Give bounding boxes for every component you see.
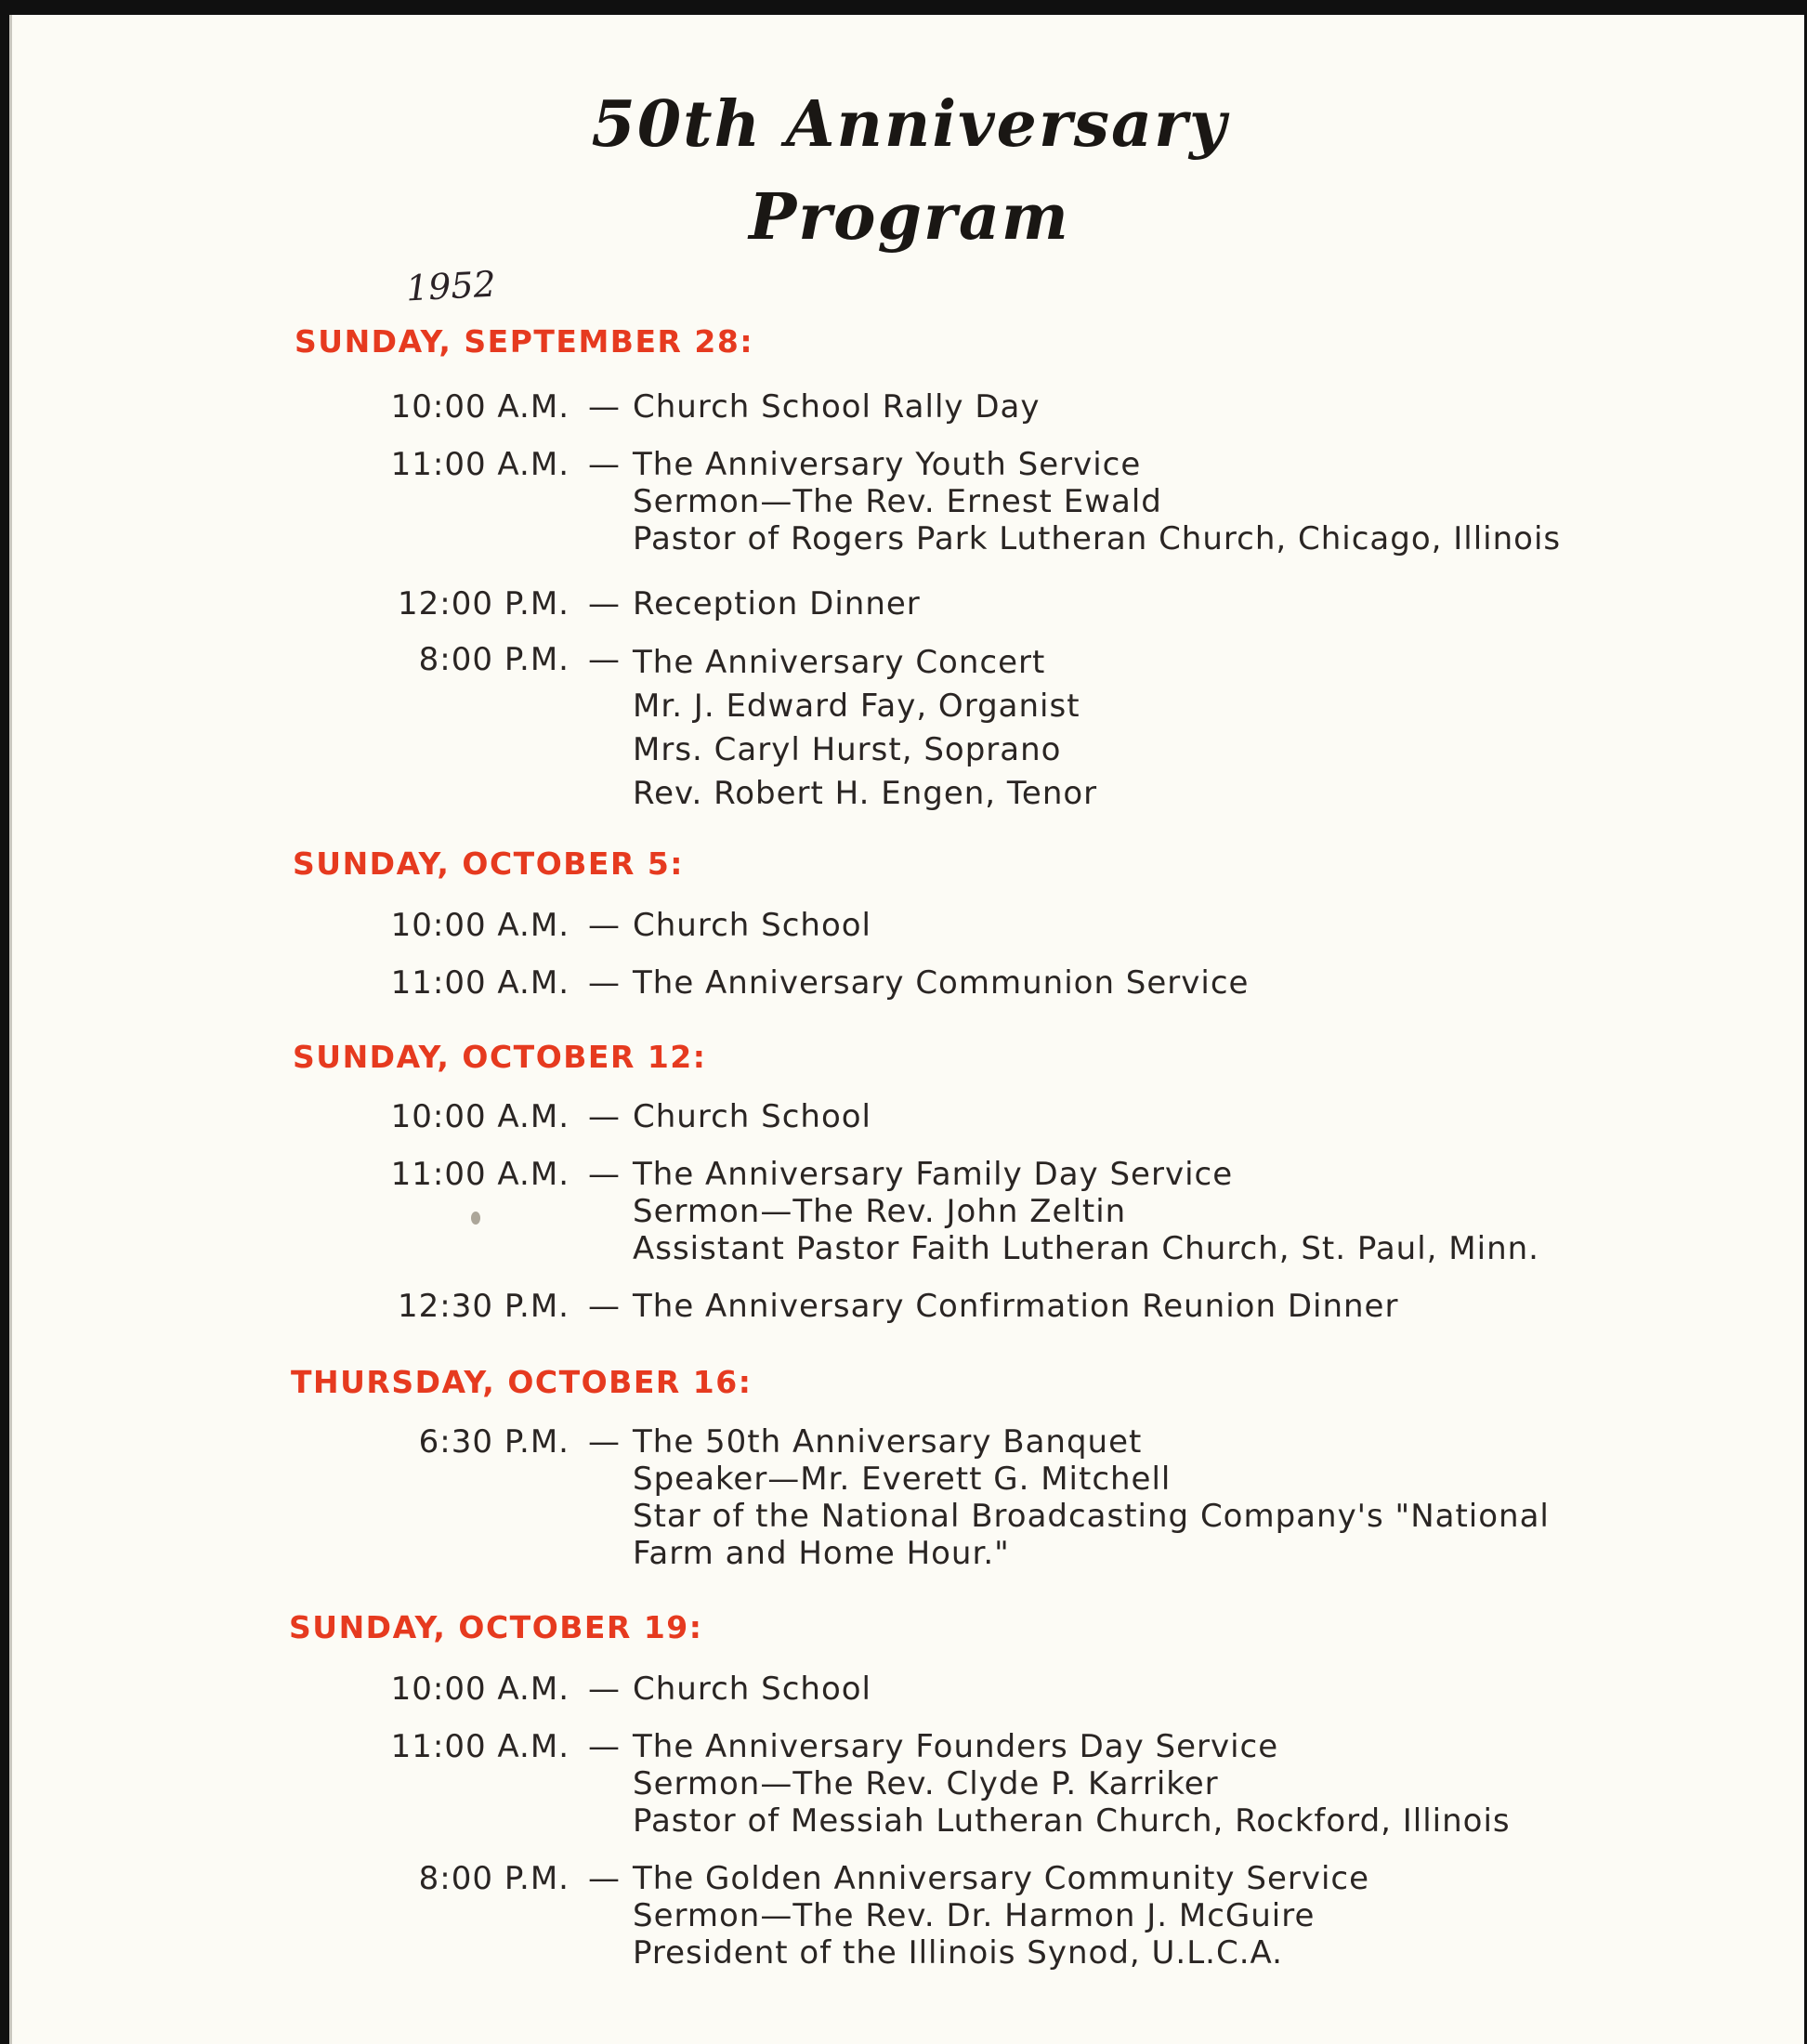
- event-dash: —: [588, 641, 621, 678]
- event-line: Assistant Pastor Faith Lutheran Church, St. Paul, Minn.: [633, 1230, 1539, 1267]
- event-time: 10:00 A.M.: [390, 907, 570, 944]
- event-dash: —: [588, 1860, 621, 1897]
- day-heading-oct-5: SUNDAY, OCTOBER 5:: [293, 845, 685, 882]
- event-line: Sermon—The Rev. Ernest Ewald: [633, 483, 1162, 520]
- event-time: 12:30 P.M.: [398, 1288, 570, 1325]
- day-heading-oct-16: THURSDAY, OCTOBER 16:: [291, 1364, 753, 1400]
- event-line: President of the Illinois Synod, U.L.C.A.: [633, 1934, 1283, 1972]
- event-dash: —: [588, 907, 621, 944]
- event-dash: —: [588, 1156, 621, 1193]
- event-time: 8:00 P.M.: [418, 1860, 570, 1897]
- event-time: 11:00 A.M.: [390, 1156, 570, 1193]
- event-line: Church School: [633, 907, 871, 944]
- day-heading-oct-19: SUNDAY, OCTOBER 19:: [289, 1609, 703, 1645]
- event-line: Farm and Home Hour.": [633, 1535, 1010, 1572]
- event-dash: —: [588, 585, 621, 622]
- event-line: Sermon—The Rev. Clyde P. Karriker: [633, 1765, 1219, 1802]
- event-line: The 50th Anniversary Banquet: [633, 1423, 1143, 1461]
- event-description: [633, 1423, 1550, 1572]
- event-description: [633, 641, 1097, 816]
- program-sheet: [9, 15, 1804, 2044]
- event-line: Star of the National Broadcasting Company's "National: [633, 1498, 1550, 1535]
- event-line: Pastor of Rogers Park Lutheran Church, Chicago, Illinois: [633, 520, 1562, 557]
- event-time: 6:30 P.M.: [418, 1423, 570, 1461]
- event-dash: —: [588, 1728, 621, 1765]
- event-time: 12:00 P.M.: [398, 585, 570, 622]
- event-time: 11:00 A.M.: [390, 446, 570, 483]
- event-line: The Anniversary Founders Day Service: [633, 1728, 1279, 1765]
- event-line: Church School: [633, 1671, 871, 1708]
- page-title: 50th Anniversary: [591, 87, 1228, 162]
- event-description: [633, 1288, 1398, 1325]
- event-time: 10:00 A.M.: [390, 1098, 570, 1135]
- event-dash: —: [588, 1288, 621, 1325]
- event-dash: —: [588, 964, 621, 1002]
- event-description: [633, 907, 871, 944]
- event-line: The Anniversary Communion Service: [633, 964, 1250, 1002]
- event-description: [633, 1860, 1369, 1972]
- event-line: Sermon—The Rev. John Zeltin: [633, 1193, 1127, 1230]
- event-description: [633, 1156, 1539, 1267]
- event-line: Mrs. Caryl Hurst, Soprano: [633, 731, 1062, 768]
- event-line: Speaker—Mr. Everett G. Mitchell: [633, 1461, 1172, 1498]
- event-description: [633, 446, 1561, 557]
- event-line: Sermon—The Rev. Dr. Harmon J. McGuire: [633, 1897, 1316, 1934]
- page-subtitle: Program: [749, 180, 1070, 255]
- event-line: Church School: [633, 1098, 871, 1135]
- event-time: 10:00 A.M.: [390, 1671, 570, 1708]
- paper-speck: [471, 1212, 480, 1225]
- event-line: The Golden Anniversary Community Service: [633, 1860, 1370, 1897]
- event-time: 11:00 A.M.: [390, 1728, 570, 1765]
- event-description: [633, 964, 1249, 1002]
- event-line: Reception Dinner: [633, 585, 921, 622]
- event-line: Pastor of Messiah Lutheran Church, Rockford, Illinois: [633, 1802, 1511, 1840]
- event-description: [633, 1098, 871, 1135]
- event-line: The Anniversary Youth Service: [633, 446, 1142, 483]
- event-dash: —: [588, 388, 621, 426]
- event-time: 10:00 A.M.: [390, 388, 570, 426]
- event-dash: —: [588, 1423, 621, 1461]
- event-line: Church School Rally Day: [633, 388, 1041, 426]
- event-description: [633, 1728, 1511, 1840]
- event-dash: —: [588, 1098, 621, 1135]
- event-description: [633, 1671, 871, 1708]
- event-description: [633, 388, 1040, 426]
- event-time: 11:00 A.M.: [390, 964, 570, 1002]
- event-line: The Anniversary Family Day Service: [633, 1156, 1234, 1193]
- event-dash: —: [588, 446, 621, 483]
- event-line: Mr. J. Edward Fay, Organist: [633, 688, 1080, 725]
- handwritten-year: 1952: [404, 263, 497, 309]
- event-line: The Anniversary Concert: [633, 644, 1046, 681]
- day-heading-oct-12: SUNDAY, OCTOBER 12:: [293, 1039, 707, 1075]
- event-time: 8:00 P.M.: [418, 641, 570, 678]
- day-heading-sep-28: SUNDAY, SEPTEMBER 28:: [295, 323, 754, 360]
- event-line: Rev. Robert H. Engen, Tenor: [633, 775, 1098, 812]
- event-dash: —: [588, 1671, 621, 1708]
- event-line: The Anniversary Confirmation Reunion Dinner: [633, 1288, 1399, 1325]
- event-description: [633, 585, 921, 622]
